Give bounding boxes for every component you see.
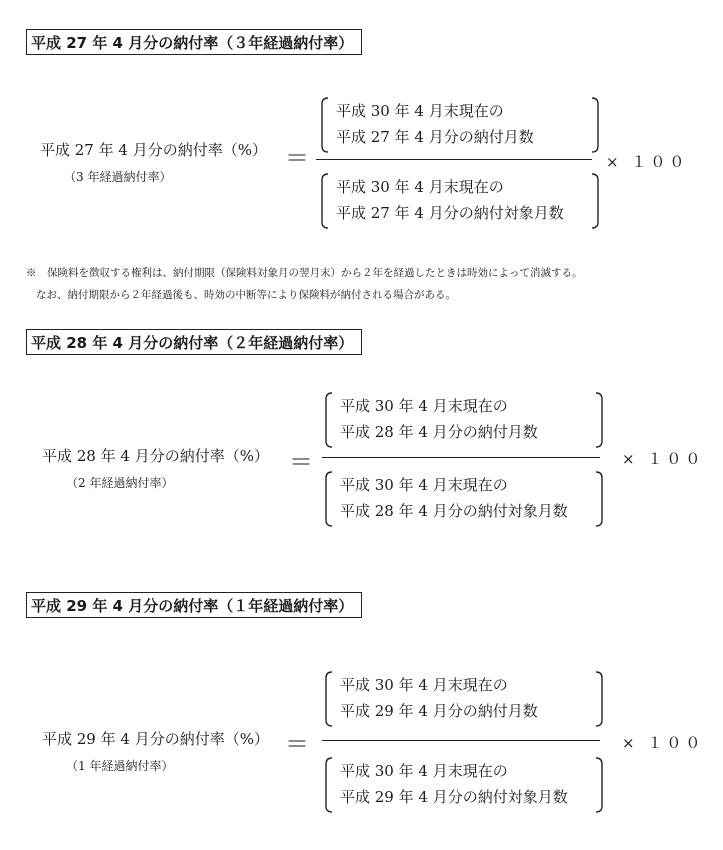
footnote bbox=[26, 262, 583, 306]
footnote-line1: ※ 保険料を徴収する権利は、納付期限（保険料対象月の翌月末）から２年を経過したときは時効によって消滅する。 bbox=[26, 267, 583, 279]
formula-lhs bbox=[42, 728, 269, 774]
numerator-bracket bbox=[318, 96, 602, 154]
denominator-bracket bbox=[318, 172, 602, 230]
fraction-bar bbox=[322, 457, 600, 458]
denominator-bracket bbox=[322, 756, 606, 814]
formula-lhs bbox=[42, 445, 269, 491]
numerator-line2: 平成 27 年 4 月分の納付月数 bbox=[336, 128, 534, 146]
formula-lhs-label: 平成 28 年 4 月分の納付率（%） bbox=[42, 447, 269, 465]
denominator-line2: 平成 29 年 4 月分の納付対象月数 bbox=[340, 788, 568, 806]
formula-lhs-label: 平成 29 年 4 月分の納付率（%） bbox=[42, 730, 269, 748]
fraction-bar bbox=[322, 740, 600, 741]
equals-sign: ＝ bbox=[289, 448, 313, 476]
formula-lhs-sub: （3 年経過納付率） bbox=[64, 170, 172, 184]
numerator-bracket bbox=[322, 670, 606, 728]
multiplier: × １００ bbox=[606, 153, 689, 171]
formula-lhs bbox=[40, 139, 267, 185]
section-heading: 平成 29 年 4 月分の納付率（１年経過納付率） bbox=[26, 592, 362, 618]
formula-lhs-sub: （2 年経過納付率） bbox=[66, 476, 174, 490]
footnote-line2: なお、納付期限から２年経過後も、時効の中断等により保険料が納付される場合がある。 bbox=[36, 289, 456, 301]
numerator-line1: 平成 30 年 4 月末現在の bbox=[340, 397, 508, 415]
denominator-line1: 平成 30 年 4 月末現在の bbox=[336, 178, 504, 196]
denominator-line1: 平成 30 年 4 月末現在の bbox=[340, 476, 508, 494]
equals-sign: ＝ bbox=[285, 730, 309, 758]
numerator-line2: 平成 28 年 4 月分の納付月数 bbox=[340, 423, 538, 441]
multiplier: × １００ bbox=[622, 450, 705, 468]
numerator-line1: 平成 30 年 4 月末現在の bbox=[340, 676, 508, 694]
multiplier: × １００ bbox=[622, 734, 705, 752]
numerator-line2: 平成 29 年 4 月分の納付月数 bbox=[340, 702, 538, 720]
fraction-bar bbox=[316, 159, 592, 160]
formula-lhs-label: 平成 27 年 4 月分の納付率（%） bbox=[40, 141, 267, 159]
denominator-bracket bbox=[322, 470, 606, 528]
formula-lhs-sub: （1 年経過納付率） bbox=[66, 759, 174, 773]
denominator-line2: 平成 28 年 4 月分の納付対象月数 bbox=[340, 502, 568, 520]
denominator-line1: 平成 30 年 4 月末現在の bbox=[340, 762, 508, 780]
equals-sign: ＝ bbox=[285, 144, 309, 172]
numerator-bracket bbox=[322, 391, 606, 449]
numerator-line1: 平成 30 年 4 月末現在の bbox=[336, 102, 504, 120]
section-heading: 平成 28 年 4 月分の納付率（２年経過納付率） bbox=[26, 329, 362, 355]
section-heading: 平成 27 年 4 月分の納付率（３年経過納付率） bbox=[26, 29, 362, 55]
denominator-line2: 平成 27 年 4 月分の納付対象月数 bbox=[336, 204, 564, 222]
